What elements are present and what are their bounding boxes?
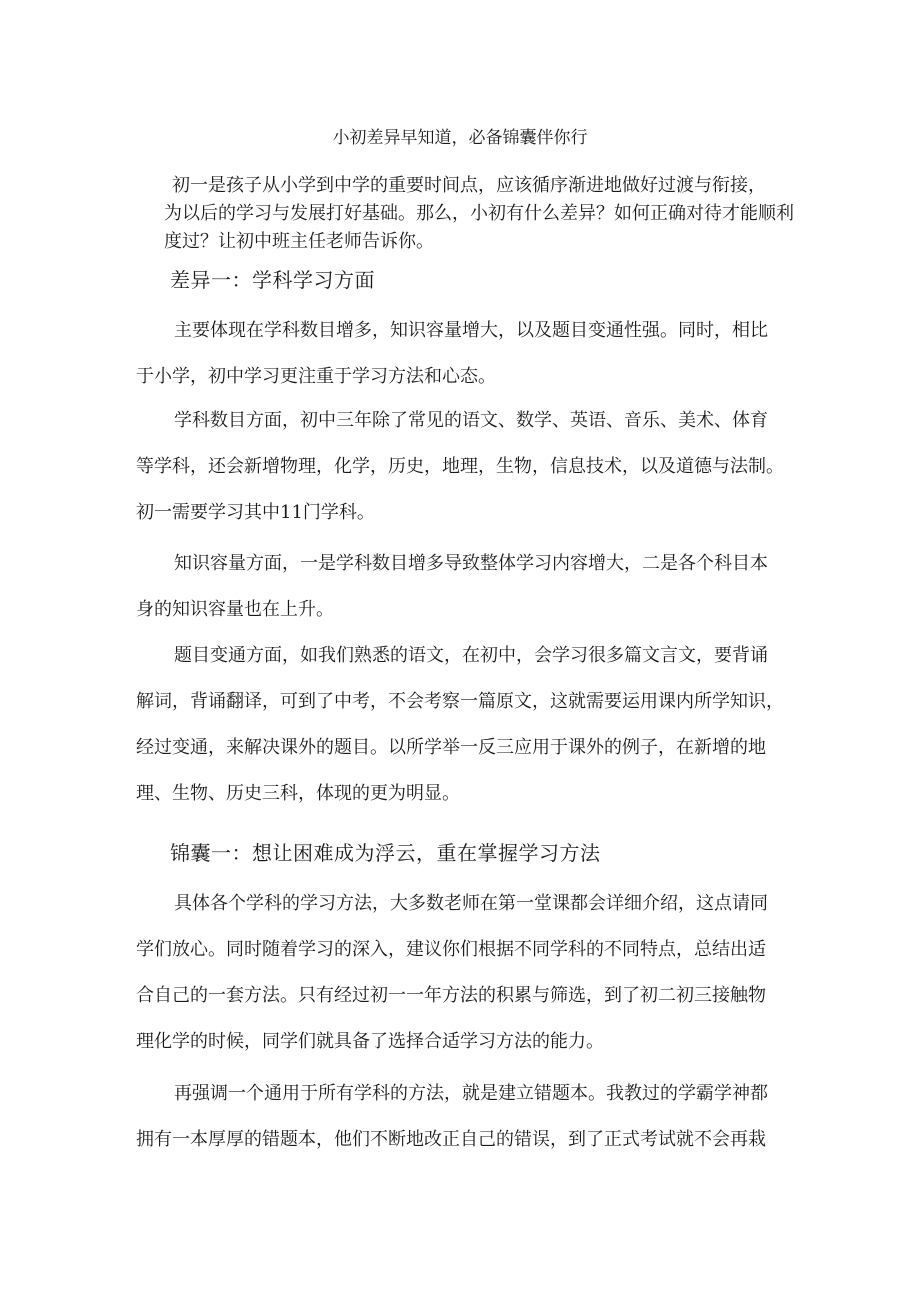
document-title: 小初差异早知道，必备锦囊伴你行 [332, 128, 588, 148]
body-paragraph [136, 398, 788, 536]
paragraph-line: 具体各个学科的学习方法，大多数老师在第一堂课都会详细介绍，这点请同 [174, 893, 768, 914]
paragraph-line: 拥有一本厚厚的错题本，他们不断地改正自己的错误，到了正式考试就不会再栽 [136, 1129, 766, 1150]
paragraph-line: 学们放心。同时随着学习的深入，建议你们根据不同学科的不同特点，总结出适 [136, 939, 766, 960]
body-paragraph [136, 308, 788, 400]
intro-line: 为以后的学习与发展打好基础。那么，小初有什么差异？如何正确对待才能顺利 [164, 203, 794, 224]
intro-line: 度过？让初中班主任老师告诉你。 [164, 231, 434, 252]
paragraph-line: 初一需要学习其中11门学科。 [136, 502, 375, 523]
intro-paragraph [164, 172, 794, 256]
paragraph-line: 题目变通方面，如我们熟悉的语文，在初中，会学习很多篇文言文，要背诵 [174, 645, 768, 666]
intro-line: 初一是孩子从小学到中学的重要时间点，应该循序渐进地做好过渡与衔接， [172, 175, 766, 196]
paragraph-line: 解词，背诵翻译，可到了中考，不会考察一篇原文，这就需要运用课内所学知识， [136, 691, 784, 712]
body-paragraph [136, 633, 788, 817]
paragraph-line: 合自己的一套方法。只有经过初一一年方法的积累与筛选，到了初二初三接触物 [136, 985, 766, 1006]
paragraph-line: 于小学，初中学习更注重于学习方法和心态。 [136, 366, 496, 387]
paragraph-line: 知识容量方面，一是学科数目增多导致整体学习内容增大，二是各个科目本 [174, 553, 768, 574]
section-heading-differences: 差异一：学科学习方面 [170, 268, 375, 292]
body-paragraph [136, 541, 788, 633]
section-heading-tips: 锦囊一：想让困难成为浮云，重在掌握学习方法 [170, 841, 601, 865]
paragraph-line: 再强调一个通用于所有学科的方法，就是建立错题本。我教过的学霸学神都 [174, 1083, 768, 1104]
paragraph-line: 主要体现在学科数目增多，知识容量增大，以及题目变通性强。同时，相比 [174, 320, 768, 341]
paragraph-line: 学科数目方面，初中三年除了常见的语文、数学、英语、音乐、美术、体育 [174, 410, 768, 431]
paragraph-line: 理化学的时候，同学们就具备了选择合适学习方法的能力。 [136, 1031, 604, 1052]
paragraph-line: 理、生物、历史三科，体现的更为明显。 [136, 783, 460, 804]
body-paragraph [136, 881, 788, 1065]
paragraph-line: 经过变通，来解决课外的题目。以所学举一反三应用于课外的例子，在新增的地 [136, 737, 766, 758]
paragraph-line: 身的知识容量也在上升。 [136, 599, 334, 620]
body-paragraph [136, 1071, 788, 1163]
paragraph-line: 等学科，还会新增物理，化学，历史，地理，生物，信息技术，以及道德与法制。 [136, 456, 784, 477]
